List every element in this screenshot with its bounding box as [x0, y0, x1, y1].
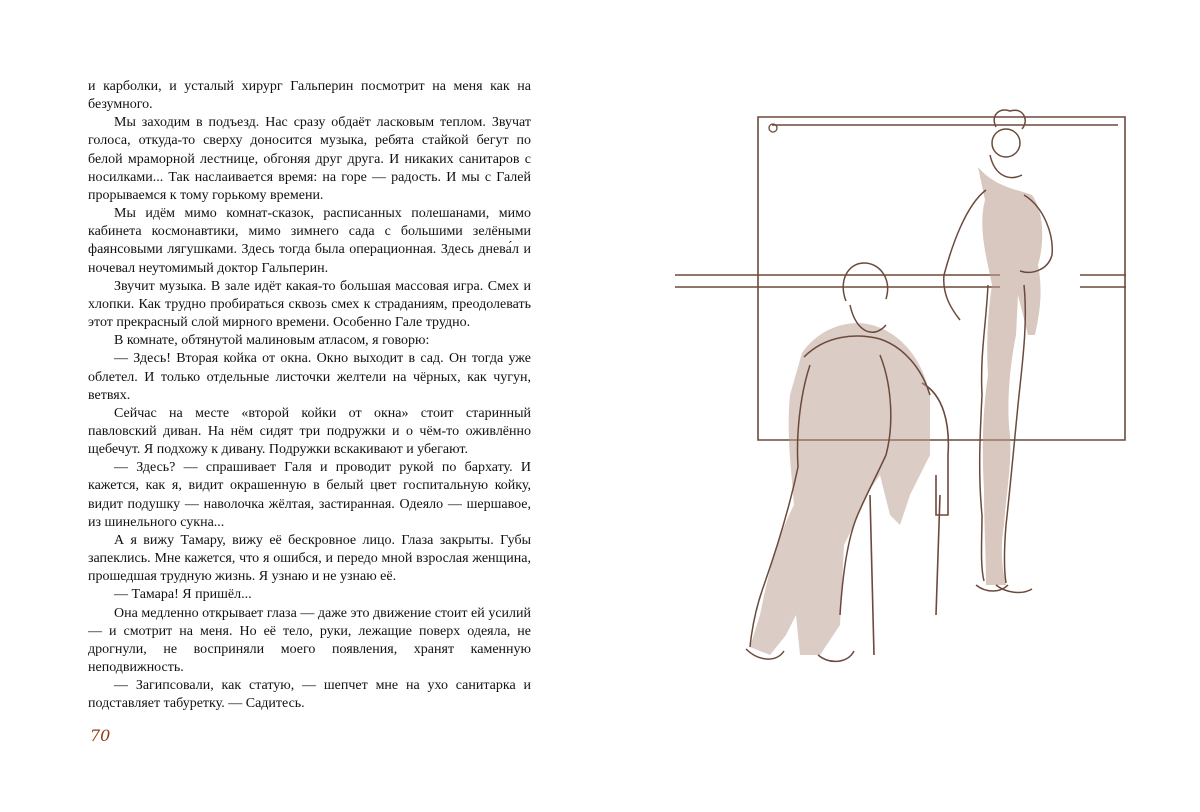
paragraph: Звучит музыка. В зале идёт какая-то большая массовая игра. Смех и хлопки. Как трудно пробираться сквозь смех к страданиям, преодолевать этот прекрасный слой мирного времени. Особенно Гале трудно. [88, 278, 531, 331]
text-page [88, 78, 531, 713]
paragraph: Мы заходим в подъезд. Нас сразу обдаёт ласковым теплом. Звучат голоса, откуда-то сверху доносится музыка, ребята стайкой бегут по белой мраморной лестнице, обгоняя друг друга. И никаких санитаров с носилками... Так наслаивается время: на горе — радость. И мы с Галей прорываемся к тому горькому времени. [88, 115, 531, 203]
paragraph: — Здесь? — спрашивает Галя и проводит рукой по бархату. И кажется, как я, видит окрашенную в белый цвет госпитальную койку, видит подушку — наволочка жёлтая, застиранная. Одеяло — шершавое, из шинельного сукна... [88, 460, 531, 530]
ballerina-figure [944, 110, 1053, 593]
paragraph: В комнате, обтянутой малиновым атласом, я говорю: [114, 333, 430, 349]
seated-man-figure [746, 263, 930, 661]
page-number: 70 [90, 726, 111, 745]
paragraph: — Тамара! Я пришёл... [114, 587, 252, 603]
paragraph: и карболки, и усталый хирург Гальперин посмотрит на меня как на безумного. [88, 79, 531, 113]
illustration-page [660, 95, 1140, 695]
paragraph: — Загипсовали, как статую, — шепчет мне на ухо санитарка и подставляет табуретку. — Садитесь. [88, 678, 531, 712]
paragraph: Сейчас на месте «второй койки от окна» стоит старинный павловский диван. На нём сидят три подружки и о чём-то оживлённо щебечут. Я подхожу к дивану. Подружки вскакивают и убегают. [88, 405, 531, 458]
ballet-barre [675, 275, 1126, 287]
paragraph: — Здесь! Вторая койка от окна. Окно выходит в сад. Он тогда уже облетел. И только отдельные листочки желтели на чёрных, как чугун, ветвях. [88, 351, 531, 403]
paragraph: А я вижу Тамару, вижу её бескровное лицо. Глаза закрыты. Губы запеклись. Мне кажется, что я ошибся, и передо мной взрослая женщина, прошедшая трудную жизнь. Я узнаю и не узнаю её. [88, 532, 531, 585]
paragraph: Она медленно открывает глаза — даже это движение стоит ей усилий — и смотрит на меня. Но её тело, руки, лежащие поверх одеяла, не дрогнули, не восприняли моего появления, хранят каменную неподвижность. [88, 605, 531, 675]
paragraph: Мы идём мимо комнат-сказок, расписанных полешанами, мимо кабинета космонавтики, мимо зимнего сада с большими зелёными фаянсовыми лягушками. Здесь тогда была операционная. Здесь днева́л и ночевал неутомимый доктор Гальперин. [88, 206, 531, 276]
illustration [660, 95, 1140, 695]
